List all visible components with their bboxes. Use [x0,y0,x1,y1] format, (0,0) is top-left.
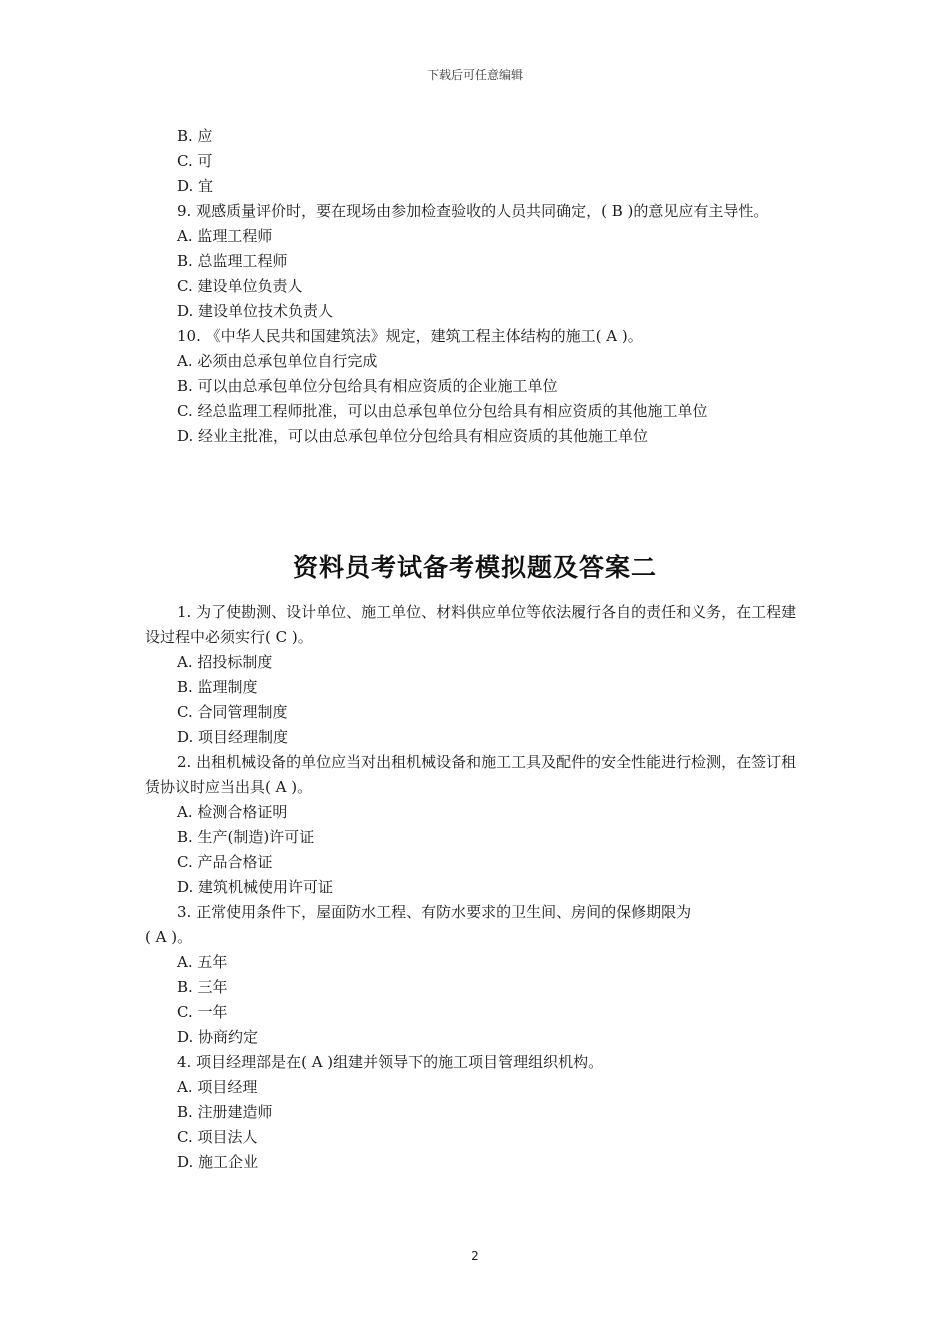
q3-option-d: D. 协商约定 [177,1028,259,1046]
q1-option-a: A. 招投标制度 [177,653,273,671]
q9-option-b: B. 总监理工程师 [177,252,288,270]
q2-option-b: B. 生产(制造)许可证 [177,828,315,846]
q2-option-d: D. 建筑机械使用许可证 [177,878,334,896]
q10-option-a: A. 必须由总承包单位自行完成 [177,352,378,370]
q1-option-b: B. 监理制度 [177,678,258,696]
q8-option-d: D. 宜 [177,177,214,195]
q9-option-a: A. 监理工程师 [177,227,273,245]
q4-option-c: C. 项目法人 [177,1128,258,1146]
question-3: 3. 正常使用条件下，屋面防水工程、有防水要求的卫生间、房间的保修期限为 [177,903,692,921]
q8-option-b: B. 应 [177,127,213,145]
q2-option-a: A. 检测合格证明 [177,803,288,821]
question-1: 1. 为了使勘测、设计单位、施工单位、材料供应单位等依法履行各自的责任和义务，在工程建设过程中必须实行( C )。 [145,603,797,646]
q9-option-d: D. 建设单位技术负责人 [177,302,334,320]
q1-option-c: C. 合同管理制度 [177,703,288,721]
section-title: 资料员考试备考模拟题及答案二 [292,553,657,582]
question-3-continuation: ( A )。 [145,928,193,946]
q4-option-a: A. 项目经理 [177,1078,258,1096]
q10-option-c: C. 经总监理工程师批准，可以由总承包单位分包给具有相应资质的其他施工单位 [177,402,708,420]
question-10: 10. 《中华人民共和国建筑法》规定，建筑工程主体结构的施工( A )。 [177,327,643,345]
q4-option-d: D. 施工企业 [177,1153,259,1171]
question-2: 2. 出租机械设备的单位应当对出租机械设备和施工工具及配件的安全性能进行检测，在签订租赁协议时应当出具( A )。 [145,753,797,796]
question-4: 4. 项目经理部是在( A )组建并领导下的施工项目管理组织机构。 [177,1053,604,1071]
q2-option-c: C. 产品合格证 [177,853,273,871]
question-9: 9. 观感质量评价时，要在现场由参加检查验收的人员共同确定，( B )的意见应有主导性。 [177,202,769,220]
q8-option-c: C. 可 [177,152,213,170]
q3-option-c: C. 一年 [177,1003,228,1021]
q10-option-b: B. 可以由总承包单位分包给具有相应资质的企业施工单位 [177,377,558,395]
q1-option-d: D. 项目经理制度 [177,728,289,746]
q10-option-d: D. 经业主批准，可以由总承包单位分包给具有相应资质的其他施工单位 [177,427,649,445]
q4-option-b: B. 注册建造师 [177,1103,273,1121]
q3-option-b: B. 三年 [177,978,228,996]
page-header: 下载后可任意编辑 [426,68,523,82]
part2-questions [145,600,805,1175]
q9-option-c: C. 建设单位负责人 [177,277,303,295]
part1-questions [145,124,805,449]
page-number: 2 [471,1249,479,1263]
q3-option-a: A. 五年 [177,953,228,971]
